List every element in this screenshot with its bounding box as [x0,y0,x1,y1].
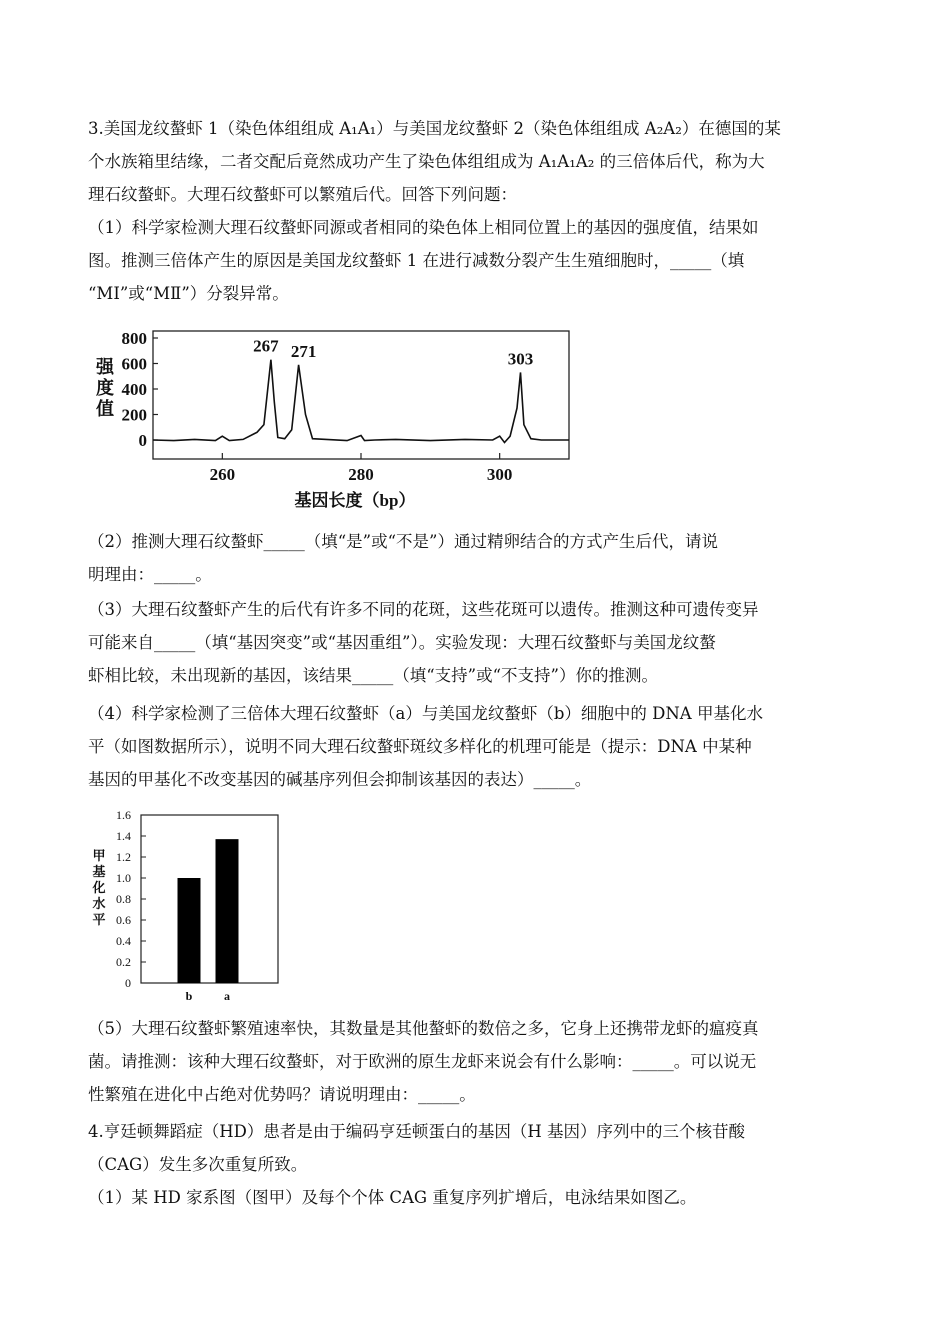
y-tick-label: 0.2 [116,955,131,969]
y-tick-label: 1.0 [116,871,131,885]
text-line: 图。推测三倍体产生的原因是美国龙纹螯虾 1 在进行减数分裂产生生殖细胞时，_____（填 [88,251,745,270]
x-tick-label: 280 [348,465,374,484]
text-line: 明理由：_____。 [88,565,212,584]
bar-a [216,839,239,983]
y-axis-label-char: 甲 [92,848,106,863]
y-axis-label-char: 平 [92,912,106,927]
peak-label: 271 [290,341,317,361]
y-tick-label: 1.6 [116,808,131,822]
y-tick-label: 0 [138,431,147,450]
question-4 [88,1115,868,1214]
question-3-part-2 [88,525,868,591]
y-tick-label: 1.2 [116,850,131,864]
y-tick-label: 200 [121,405,147,425]
text-line: “MI”或“MⅡ”）分裂异常。 [88,284,289,303]
text-line: 基因的甲基化不改变基因的碱基序列但会抑制该基因的表达）_____。 [88,770,592,789]
text-line: 个水族箱里结缘，二者交配后竟然成功产生了染色体组组成为 A₁A₁A₂ 的三倍体后代，称为大 [88,152,765,171]
question-3-intro [88,112,868,211]
text-line: 4.亨廷顿舞蹈症（HD）患者是由于编码亨廷顿蛋白的基因（H 基因）序列中的三个核苷酸 [88,1122,745,1141]
question-3-part-5 [88,1012,868,1111]
text-line: （CAG）发生多次重复所致。 [88,1155,308,1174]
x-category-label: a [224,989,230,1003]
y-tick-label: 0.6 [116,913,131,927]
question-3-part-1 [88,211,868,310]
y-tick-label: 0 [125,976,131,990]
question-3-part-4 [88,697,868,796]
y-tick-label: 0.4 [116,934,131,948]
x-category-label: b [185,989,193,1003]
methylation-bar-chart [85,805,290,1010]
text-line: （1）某 HD 家系图（图甲）及每个个体 CAG 重复序列扩增后，电泳结果如图乙。 [88,1188,697,1207]
plot-frame [141,815,278,983]
y-axis-label-char: 化 [92,880,106,895]
text-line: 平（如图数据所示），说明不同大理石纹螯虾斑纹多样化的机理可能是（提示：DNA 中某种 [88,737,752,756]
text-line: 可能来自_____（填“基因突变”或“基因重组”）。实验发现：大理石纹螯虾与美国龙纹螯 [88,633,716,652]
y-tick-label: 600 [121,354,147,374]
y-tick-label: 800 [121,329,147,348]
text-line: （5）大理石纹螯虾繁殖速率快，其数量是其他螯虾的数倍之多，它身上还携带龙虾的瘟疫真 [88,1019,759,1038]
text-line: （4）科学家检测了三倍体大理石纹螯虾（a）与美国龙纹螯虾（b）细胞中的 DNA 甲基化水 [88,704,763,723]
y-axis-label-char: 基 [92,864,106,879]
text-line: 理石纹螯虾。大理石纹螯虾可以繁殖后代。回答下列问题： [88,185,517,204]
bar-b [178,878,201,983]
text-line: （3）大理石纹螯虾产生的后代有许多不同的花斑，这些花斑可以遗传。推测这种可遗传变异 [88,600,759,619]
text-line: 虾相比较，未出现新的基因，该结果_____（填“支持”或“不支持”）你的推测。 [88,666,658,685]
text-line: 菌。请推测：该种大理石纹螯虾，对于欧洲的原生龙虾来说会有什么影响：_____。可以说无 [88,1052,757,1071]
y-axis-label-char: 强 [96,357,114,377]
y-tick-label: 400 [121,380,147,399]
gene-intensity-chart [85,328,585,518]
y-tick-label: 0.8 [116,892,131,906]
x-axis-label: 基因长度（bp） [294,491,416,510]
x-tick-label: 300 [486,465,513,484]
peak-label: 303 [507,349,534,369]
text-line: 性繁殖在进化中占绝对优势吗？请说明理由：_____。 [88,1085,476,1104]
y-axis-label-char: 度 [96,378,114,398]
text-line: （1）科学家检测大理石纹螯虾同源或者相同的染色体上相同位置上的基因的强度值，结果如 [88,218,759,237]
text-line: 3.美国龙纹螯虾 1（染色体组组成 A₁A₁）与美国龙纹螯虾 2（染色体组组成 A₂A₂）在德国的某 [88,119,781,138]
intensity-series-line [153,360,569,443]
y-axis-label-char: 值 [96,399,114,419]
peak-label: 267 [253,336,279,356]
x-tick-label: 260 [209,465,236,484]
text-line: （2）推测大理石纹螯虾_____（填“是”或“不是”）通过精卵结合的方式产生后代，请说 [88,532,718,551]
y-axis-label-char: 水 [92,896,106,911]
question-3-part-3 [88,593,868,692]
y-tick-label: 1.4 [116,829,131,843]
